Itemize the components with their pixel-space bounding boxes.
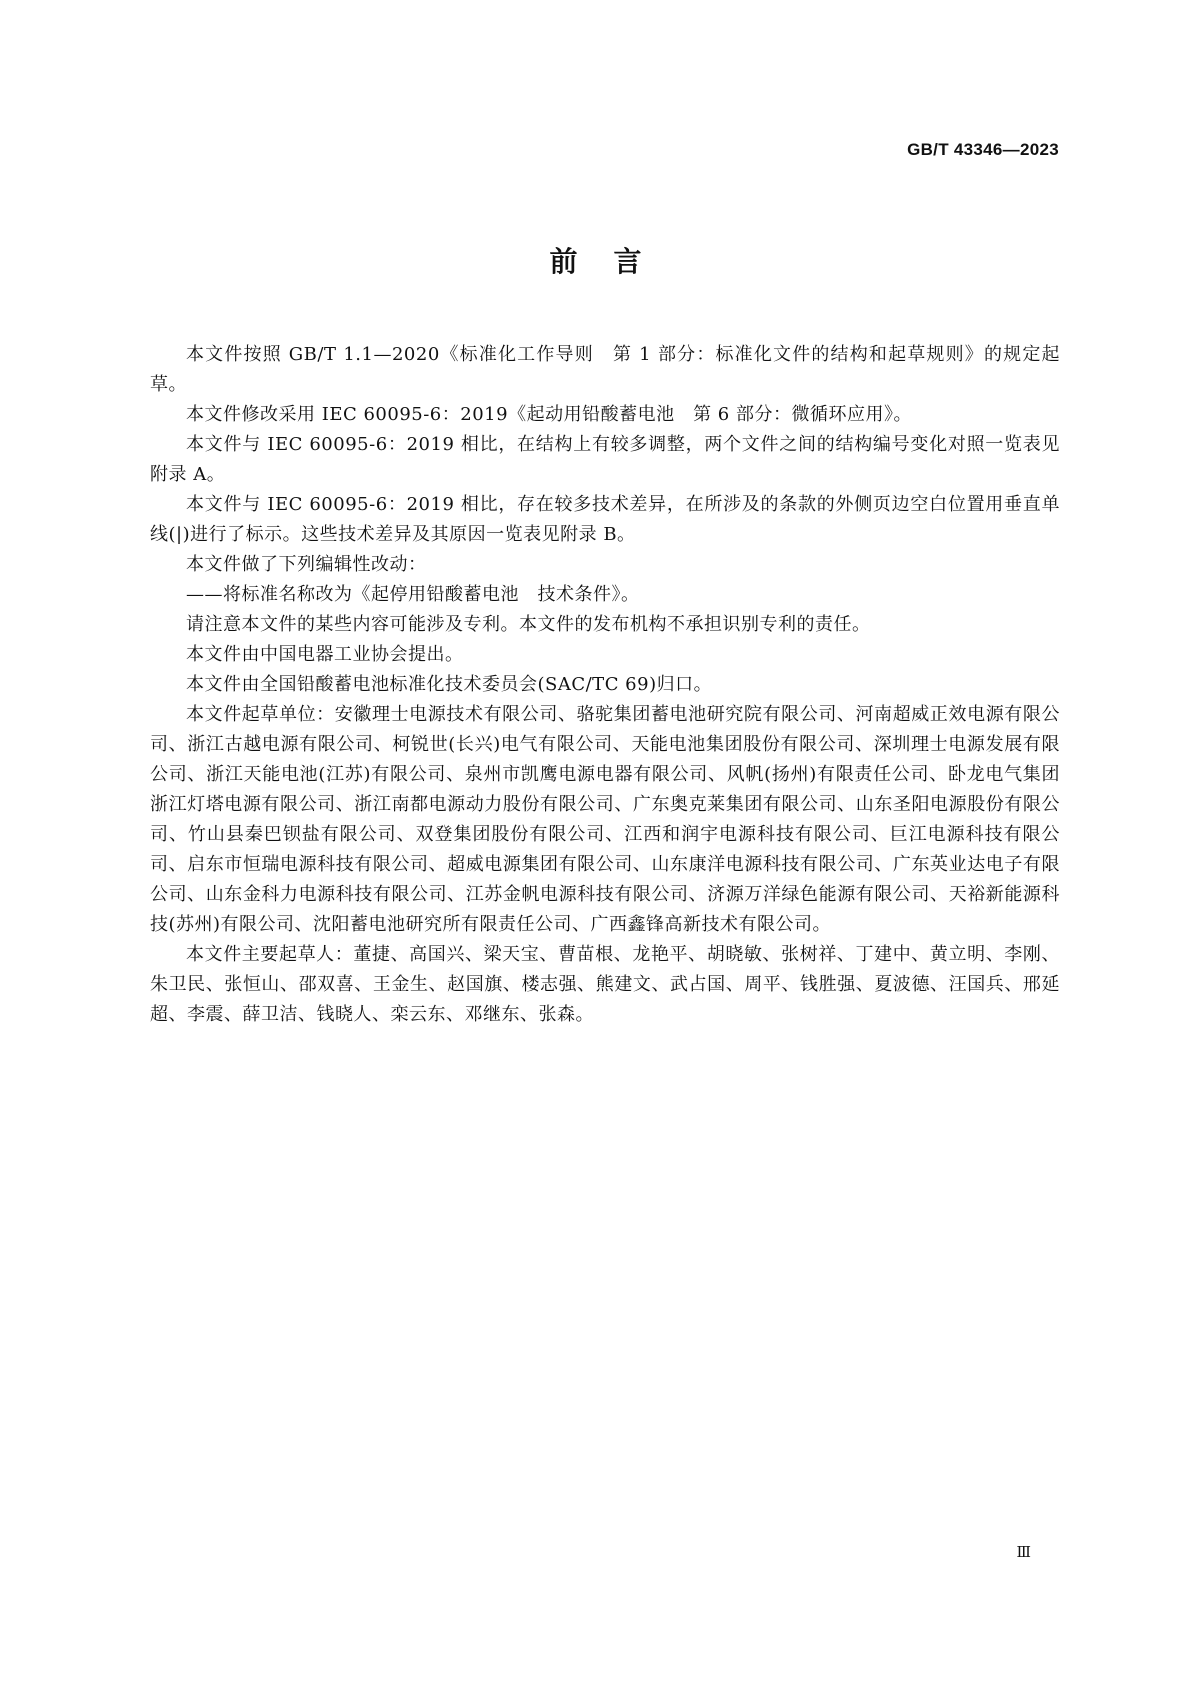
paragraph-drafters: 本文件主要起草人：董捷、高国兴、梁天宝、曹苗根、龙艳平、胡晓敏、张树祥、丁建中、黄立明、李刚、朱卫民、张恒山、邵双喜、王金生、赵国旗、楼志强、熊建文、武占国、周平、钱胜强、夏波德、汪国兵、邢延超、李震、薛卫洁、钱晓人、栾云东、邓继东、张森。 bbox=[150, 944, 1060, 1025]
paragraph-structure-changes: 本文件与 IEC 60095-6：2019 相比，在结构上有较多调整，两个文件之间的结构编号变化对照一览表见附录 A。 bbox=[150, 434, 1060, 485]
paragraph-technical-differences: 本文件与 IEC 60095-6：2019 相比，存在较多技术差异，在所涉及的条款的外侧页边空白位置用垂直单线(|)进行了标示。这些技术差异及其原因一览表见附录 B。 bbox=[150, 494, 1060, 545]
paragraph-editorial-changes: 本文件做了下列编辑性改动： bbox=[186, 554, 427, 575]
paragraph-drafting-rules: 本文件按照 GB/T 1.1—2020《标准化工作导则 第 1 部分：标准化文件的结构和起草规则》的规定起草。 bbox=[150, 344, 1060, 395]
paragraph-name-change: ——将标准名称改为《起停用铅酸蓄电池 技术条件》。 bbox=[186, 584, 640, 605]
standard-code: GB/T 43346—2023 bbox=[907, 140, 1059, 159]
paragraph-proposer: 本文件由中国电器工业协会提出。 bbox=[186, 644, 464, 665]
page-number: Ⅲ bbox=[1016, 1543, 1031, 1561]
paragraph-adoption: 本文件修改采用 IEC 60095-6：2019《起动用铅酸蓄电池 第 6 部分：微循环应用》。 bbox=[186, 404, 912, 425]
paragraph-patent-notice: 请注意本文件的某些内容可能涉及专利。本文件的发布机构不承担识别专利的责任。 bbox=[186, 614, 871, 635]
paragraph-drafting-organizations: 本文件起草单位：安徽理士电源技术有限公司、骆驼集团蓄电池研究院有限公司、河南超威正效电源有限公司、浙江古越电源有限公司、柯锐世(长兴)电气有限公司、天能电池集团股份有限公司、深圳理士电源发展有限公司、浙江天能电池(江苏)有限公司、泉州市凯鹰电源电器有限公司、风帆(扬州)有限责任公司、卧龙电气集团浙江灯塔电源有限公司、浙江南都电源动力股份有限公司、广东奥克莱集团有限公司、山东圣阳电源股份有限公司、竹山县秦巴钡盐有限公司、双登集团股份有限公司、江西和润宇电源科技有限公司、巨江电源科技有限公司、启东市恒瑞电源科技有限公司、超威电源集团有限公司、山东康洋电源科技有限公司、广东英业达电子有限公司、山东金科力电源科技有限公司、江苏金帆电源科技有限公司、济源万洋绿色能源有限公司、天裕新能源科技(苏州)有限公司、沈阳蓄电池研究所有限责任公司、广西鑫锋高新技术有限公司。 bbox=[150, 704, 1060, 935]
paragraph-committee: 本文件由全国铅酸蓄电池标准化技术委员会(SAC/TC 69)归口。 bbox=[186, 674, 713, 695]
foreword-body bbox=[150, 340, 1060, 1030]
page-title: 前言 bbox=[549, 245, 678, 278]
